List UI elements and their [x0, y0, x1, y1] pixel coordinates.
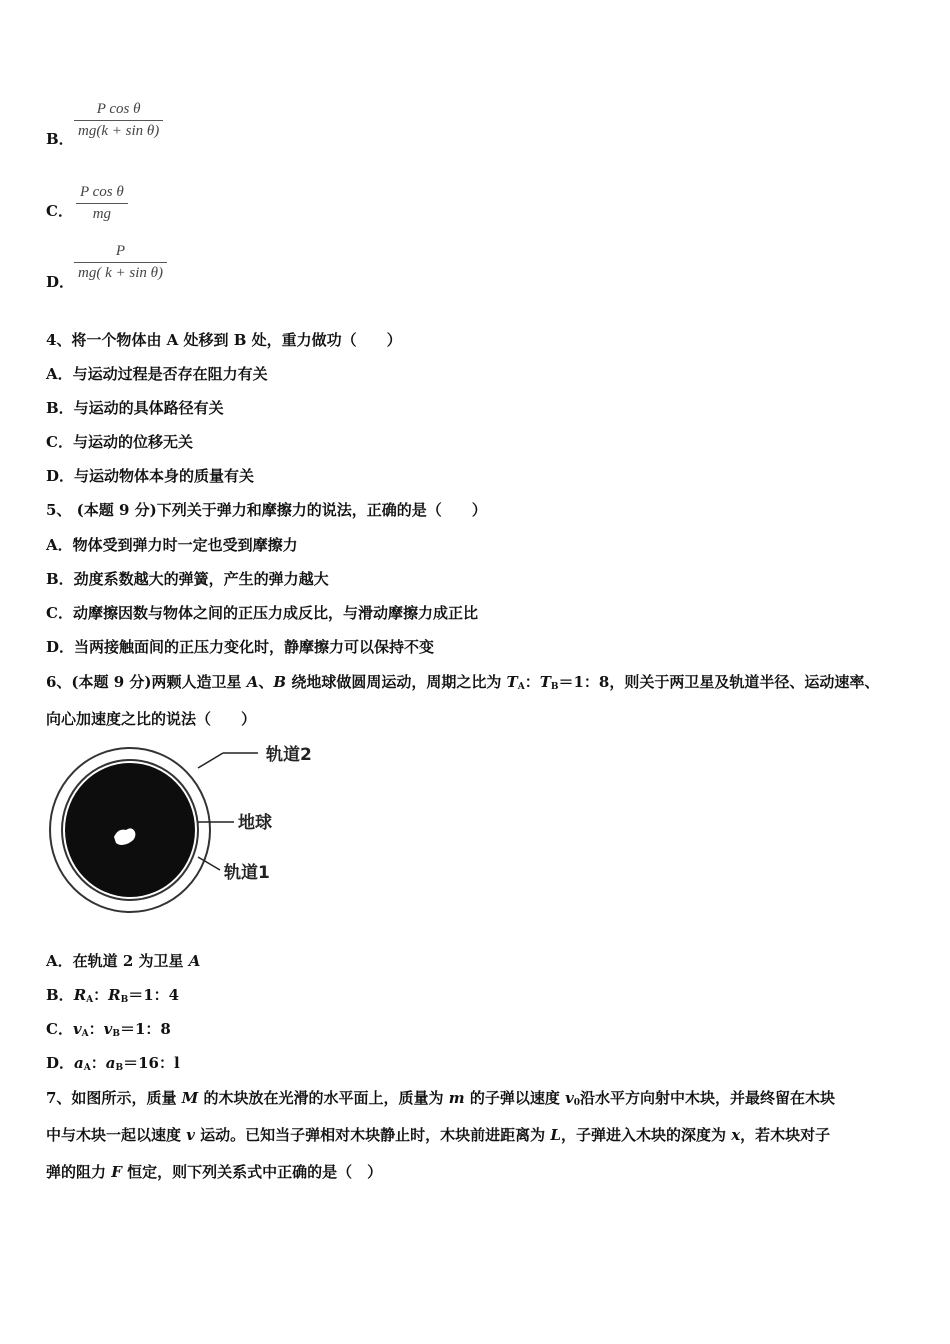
question-5-stem: 5、 (本题 9 分)下列关于弹力和摩擦力的说法，正确的是（ ）: [46, 501, 487, 519]
question-7-line1: [46, 1087, 835, 1108]
q6-opt-b-label: B．: [46, 986, 74, 1004]
q6-sub-b: B: [550, 682, 559, 692]
q6-opt-c-var: v: [103, 1020, 113, 1038]
q6-sub-a: A: [81, 1029, 89, 1039]
q6-sub-a: A: [83, 1063, 91, 1073]
question-4-option-c: C．与运动的位移无关: [46, 433, 193, 451]
q7-text: 的木块放在光滑的水平面上，质量为: [198, 1089, 449, 1107]
question-5-option-b: B．劲度系数越大的弹簧，产生的弹力越大: [46, 570, 329, 588]
q6-sub-b: B: [115, 1063, 124, 1073]
q6-opt-b-var: R: [108, 986, 121, 1004]
option-b-numerator: P cos θ: [96, 101, 141, 117]
q6-sub-a: A: [517, 682, 525, 692]
q6-var-b: B: [273, 673, 287, 691]
q7-var-v: v: [186, 1126, 195, 1144]
question-4-option-d: D．与运动物体本身的质量有关: [46, 467, 255, 485]
q6-opt-a-text: A．在轨道 2 为卫星: [46, 952, 189, 970]
option-c-numerator: P cos θ: [80, 184, 124, 200]
q6-opt-a-var: A: [188, 952, 201, 970]
option-c-denominator: mg: [92, 206, 112, 222]
question-7-line2: [46, 1124, 830, 1145]
question-6-stem-line1: [46, 671, 879, 692]
q7-text: 中与木块一起以速度: [46, 1126, 187, 1144]
q7-var-x: x: [731, 1126, 741, 1144]
question-6-option-c: [46, 1018, 171, 1039]
q7-text: ，子弹进入木块的深度为: [560, 1126, 732, 1144]
question-5-option-c: C．动摩擦因数与物体之间的正压力成反比，与滑动摩擦力成正比: [46, 604, 478, 622]
option-b-fraction: [74, 101, 163, 140]
earth-label: 地球: [238, 813, 272, 833]
q6-ratio: ＝1：8，则关于两卫星及轨道半径、运动速率、: [558, 673, 880, 691]
q7-sub-0: 0: [573, 1098, 581, 1108]
q7-var-F: F: [111, 1163, 122, 1181]
orbit-diagram: [48, 740, 338, 920]
option-b-label: B．: [46, 130, 74, 148]
q7-text: ，若木块对子: [740, 1126, 831, 1144]
q6-colon: ：: [524, 673, 540, 691]
question-4-option-b: B．与运动的具体路径有关: [46, 399, 224, 417]
q7-text: 7、如图所示，质量: [46, 1089, 182, 1107]
q7-text: 沿水平方向射中木块，并最终留在木块: [580, 1089, 836, 1107]
question-6-option-a: [46, 950, 200, 971]
q6-colon: ：: [90, 1054, 106, 1072]
q6-opt-d-ratio: ＝16：l: [123, 1054, 180, 1072]
option-d-denominator: mg( k + sin θ): [78, 265, 163, 281]
q6-var-a: A: [246, 673, 259, 691]
q6-opt-d-label: D．: [46, 1054, 75, 1072]
q6-text: 绕地球做圆周运动，周期之比为: [286, 673, 507, 691]
q6-opt-d-var: a: [105, 1054, 116, 1072]
q7-text: 的子弹以速度: [464, 1089, 566, 1107]
question-6-option-d: [46, 1052, 180, 1073]
orbit-2-label: 轨道2: [266, 745, 312, 765]
q6-text: 6、(本题 9 分)两颗人造卫星: [46, 673, 247, 691]
q6-sub-a: A: [86, 995, 94, 1005]
question-5-option-a: A．物体受到弹力时一定也受到摩擦力: [46, 536, 298, 554]
q6-opt-c-label: C．: [46, 1020, 73, 1038]
q7-var-M: M: [181, 1089, 199, 1107]
option-d-fraction: [74, 243, 167, 282]
q6-opt-b-var: R: [73, 986, 87, 1004]
q6-opt-d-var: a: [74, 1054, 84, 1072]
q6-var-t: T: [539, 673, 551, 691]
question-4-option-a: A．与运动过程是否存在阻力有关: [46, 365, 268, 383]
q6-colon: ：: [88, 1020, 104, 1038]
option-b-denominator: mg(k + sin θ): [78, 123, 160, 139]
question-6-stem-line2: 向心加速度之比的说法（ ）: [46, 710, 257, 728]
q6-colon: ：: [93, 986, 109, 1004]
orbit-1-label: 轨道1: [224, 863, 270, 883]
question-6-option-b: [46, 984, 179, 1005]
q6-var-t: T: [506, 673, 518, 691]
q7-var-v0: v: [565, 1089, 574, 1107]
q7-text: 恒定，则下列关系式中正确的是（ ）: [121, 1163, 383, 1181]
q6-sub-b: B: [112, 1029, 120, 1039]
option-d-label: D．: [46, 273, 75, 291]
question-7-line3: [46, 1161, 382, 1182]
q7-text: 弹的阻力: [46, 1163, 112, 1181]
q6-sub-b: B: [120, 995, 129, 1005]
q7-text: 运动。已知当子弹相对木块静止时，木块前进距离为: [194, 1126, 551, 1144]
option-c-label: C．: [46, 202, 73, 220]
option-d-numerator: P: [115, 243, 126, 259]
q6-opt-b-ratio: ＝1：4: [128, 986, 180, 1004]
q7-var-L: L: [550, 1126, 561, 1144]
q6-opt-c-ratio: ＝1：8: [120, 1020, 171, 1038]
question-5-option-d: D．当两接触面间的正压力变化时，静摩擦力可以保持不变: [46, 638, 435, 656]
q6-sep: 、: [258, 673, 274, 691]
orbit-2-pointer: [198, 753, 223, 768]
question-4-stem: 4、将一个物体由 A 处移到 B 处，重力做功（ ）: [46, 331, 402, 349]
q7-var-m: m: [448, 1089, 465, 1107]
option-c-fraction: [76, 184, 128, 223]
orbit-figure: [48, 740, 338, 920]
q6-opt-c-var: v: [72, 1020, 82, 1038]
